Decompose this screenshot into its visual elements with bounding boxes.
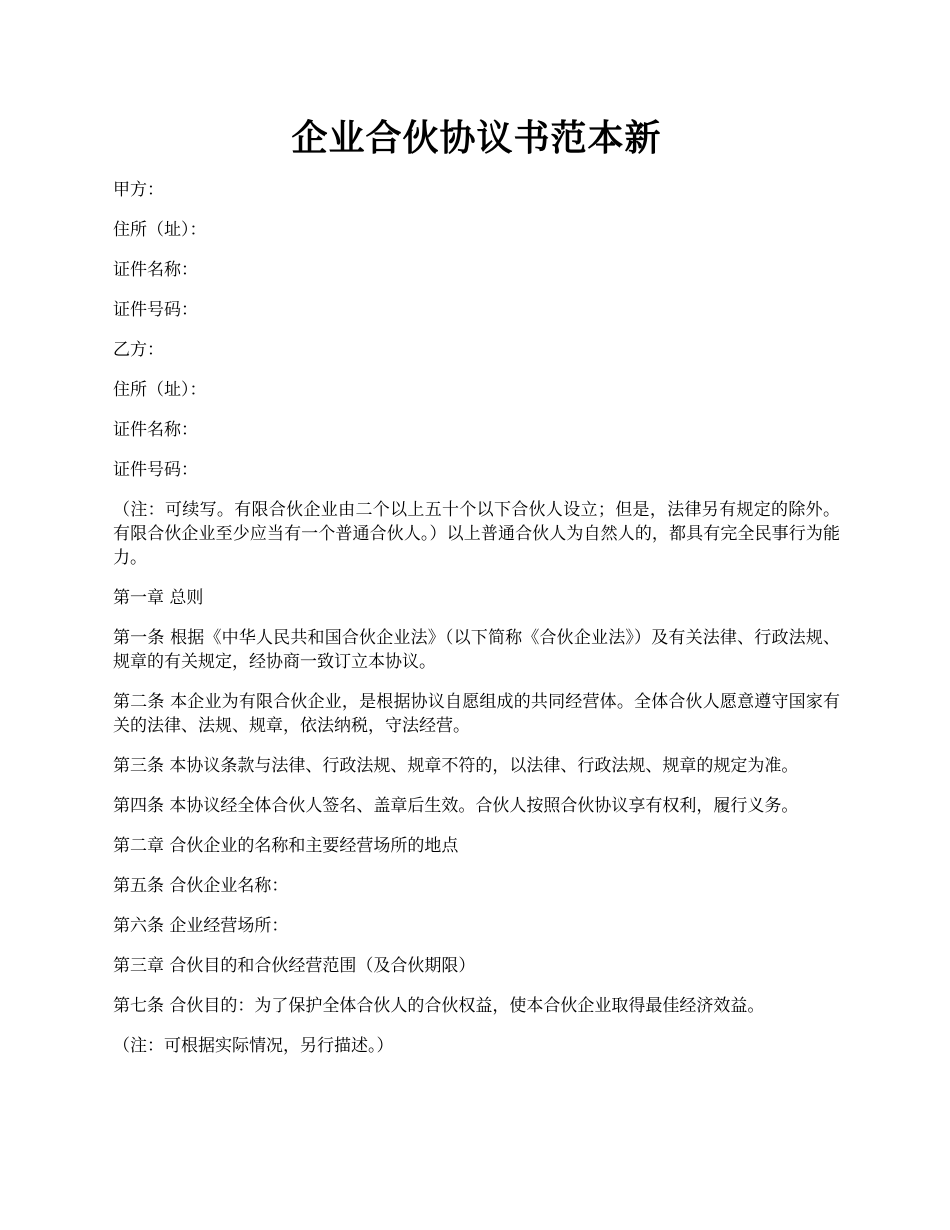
document-body xyxy=(113,178,840,1058)
article-7: 第七条 合伙目的：为了保护全体合伙人的合伙权益，使本合伙企业取得最佳经济效益。 xyxy=(113,996,765,1016)
party-b-id-type: 证件名称： xyxy=(113,420,198,440)
chapter-3-heading: 第三章 合伙目的和合伙经营范围（及合伙期限） xyxy=(113,956,476,976)
purpose-note: （注：可根据实际情况，另行描述。） xyxy=(113,1036,394,1056)
chapter-1-heading: 第一章 总则 xyxy=(113,588,204,608)
document-title: 企业合伙协议书范本新 xyxy=(291,117,662,159)
article-2: 第二条 本企业为有限合伙企业，是根据协议自愿组成的共同经营体。全体合伙人愿意遵守国家有关的法律、法规、规章，依法纳税，守法经营。 xyxy=(113,692,840,736)
article-6: 第六条 企业经营场所： xyxy=(113,916,289,936)
partners-note: （注：可续写。有限合伙企业由二个以上五十个以下合伙人设立；但是，法律另有规定的除外。有限合伙企业至少应当有一个普通合伙人。）以上普通合伙人为自然人的，都具有完全民事行为能力。 xyxy=(113,500,840,568)
party-b-id-number: 证件号码： xyxy=(113,460,198,480)
article-3: 第三条 本协议条款与法律、行政法规、规章不符的，以法律、行政法规、规章的规定为准。 xyxy=(113,756,799,776)
article-1: 第一条 根据《中华人民共和国合伙企业法》（以下简称《合伙企业法》）及有关法律、行政法规、规章的有关规定，经协商一致订立本协议。 xyxy=(113,628,840,672)
party-b-address: 住所（址）： xyxy=(113,380,207,400)
chapter-2-heading: 第二章 合伙企业的名称和主要经营场所的地点 xyxy=(113,836,459,856)
article-5: 第五条 合伙企业名称： xyxy=(113,876,289,896)
party-b-label: 乙方： xyxy=(113,340,164,360)
party-a-label: 甲方： xyxy=(113,180,164,200)
party-a-address: 住所（址）： xyxy=(113,220,207,240)
party-a-id-type: 证件名称： xyxy=(113,260,198,280)
party-a-id-number: 证件号码： xyxy=(113,300,198,320)
article-4: 第四条 本协议经全体合伙人签名、盖章后生效。合伙人按照合伙协议享有权利，履行义务。 xyxy=(113,796,799,816)
